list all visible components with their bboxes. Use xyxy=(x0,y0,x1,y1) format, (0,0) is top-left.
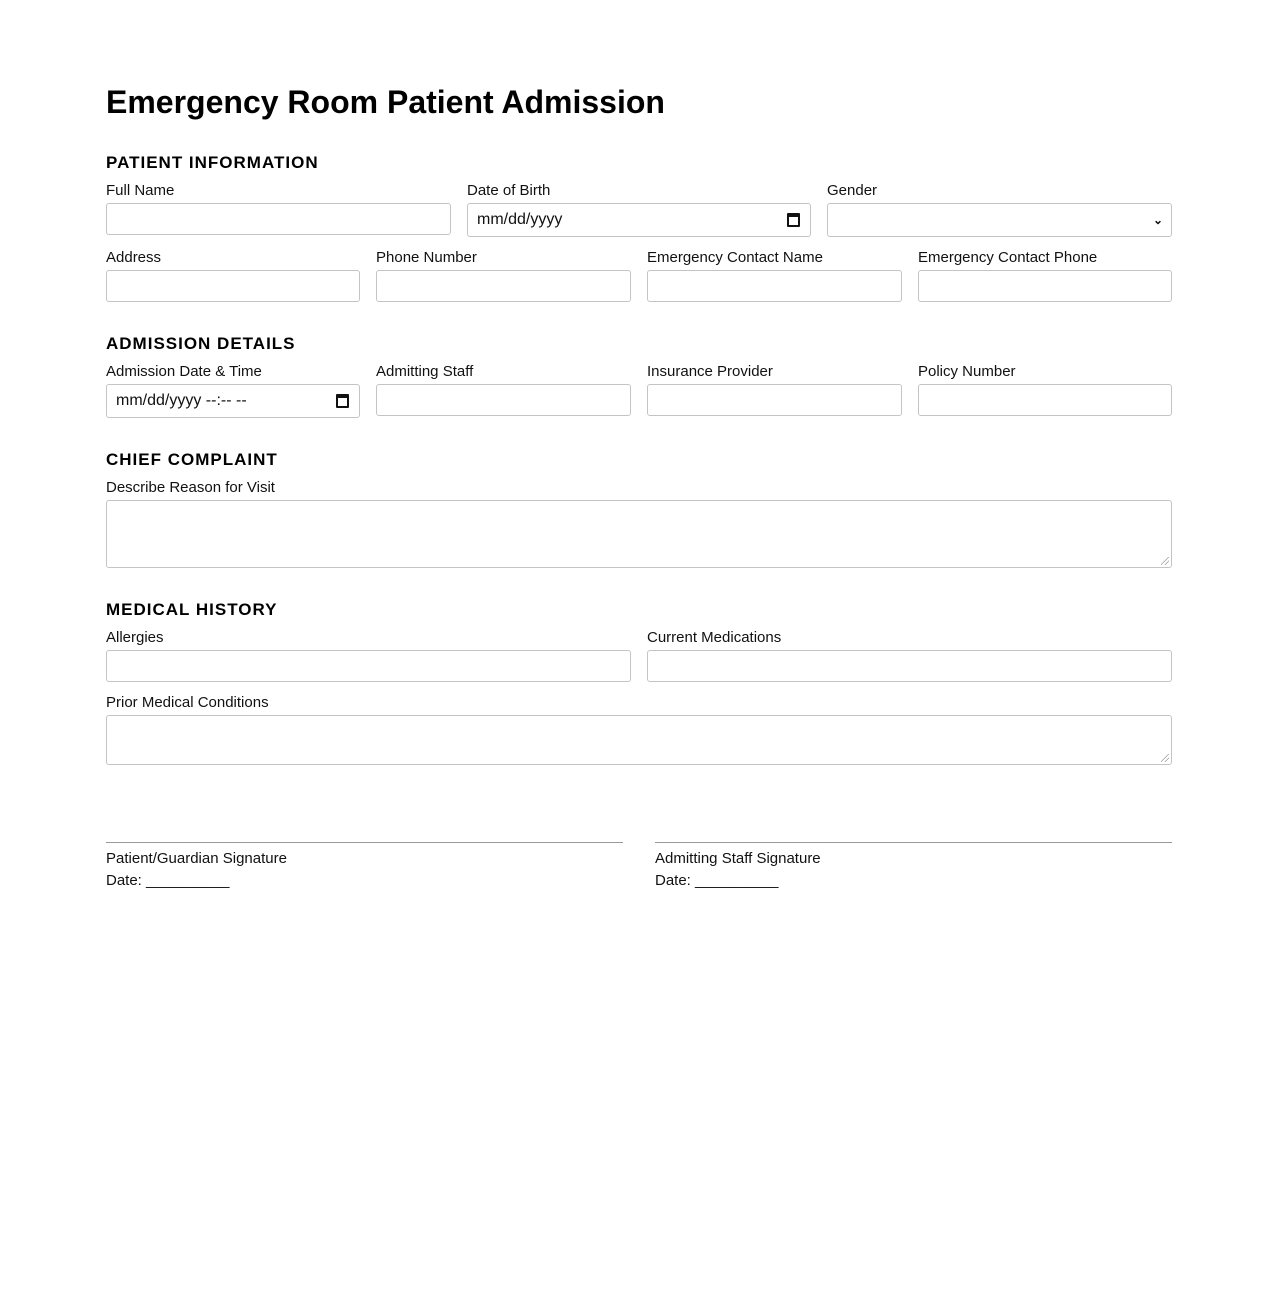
patient-signature-date: Date: __________ xyxy=(106,872,230,889)
reason-field xyxy=(106,480,1172,568)
patient-signature-label: Patient/Guardian Signature xyxy=(106,850,287,867)
policy-input[interactable] xyxy=(918,384,1172,416)
calendar-icon[interactable] xyxy=(787,213,800,227)
dob-label: Date of Birth xyxy=(467,182,551,199)
resize-grip-icon[interactable] xyxy=(1161,754,1169,762)
signature-line xyxy=(655,842,1172,843)
dob-input[interactable] xyxy=(467,203,811,237)
dob-placeholder: mm/dd/yyyy xyxy=(477,211,563,228)
allergies-label: Allergies xyxy=(106,629,164,646)
full-name-field xyxy=(106,183,451,235)
conditions-field xyxy=(106,695,1172,765)
dob-field xyxy=(467,183,811,237)
staff-input[interactable] xyxy=(376,384,631,416)
staff-signature-date: Date: __________ xyxy=(655,872,779,889)
staff-signature-block xyxy=(655,842,1172,889)
full-name-input[interactable] xyxy=(106,203,451,235)
staff-signature-label: Admitting Staff Signature xyxy=(655,850,821,867)
staff-field xyxy=(376,364,631,416)
chevron-down-icon: ⌄ xyxy=(1152,213,1163,227)
ec-name-input[interactable] xyxy=(647,270,902,302)
medications-field xyxy=(647,630,1172,682)
policy-field xyxy=(918,364,1172,416)
reason-label: Describe Reason for Visit xyxy=(106,479,275,496)
patient-signature-block xyxy=(106,842,623,889)
ec-name-label: Emergency Contact Name xyxy=(647,249,823,266)
policy-label: Policy Number xyxy=(918,363,1016,380)
insurance-input[interactable] xyxy=(647,384,902,416)
gender-label: Gender xyxy=(827,182,878,199)
resize-grip-icon[interactable] xyxy=(1161,557,1169,565)
insurance-field xyxy=(647,364,902,416)
section-admission-details: ADMISSION DETAILS xyxy=(106,334,296,353)
gender-select[interactable] xyxy=(827,203,1172,237)
full-name-label: Full Name xyxy=(106,182,175,199)
gender-field xyxy=(827,183,1172,237)
medications-label: Current Medications xyxy=(647,629,782,646)
section-medical-history: MEDICAL HISTORY xyxy=(106,600,278,619)
calendar-icon[interactable] xyxy=(336,394,349,408)
section-patient-information: PATIENT INFORMATION xyxy=(106,153,319,172)
conditions-textarea[interactable] xyxy=(106,715,1172,765)
ec-phone-label: Emergency Contact Phone xyxy=(918,249,1098,266)
phone-field xyxy=(376,250,631,302)
address-label: Address xyxy=(106,249,162,266)
insurance-label: Insurance Provider xyxy=(647,363,773,380)
address-input[interactable] xyxy=(106,270,360,302)
phone-input[interactable] xyxy=(376,270,631,302)
admission-datetime-placeholder: mm/dd/yyyy --:-- -- xyxy=(116,392,247,409)
signature-line xyxy=(106,842,623,843)
phone-label: Phone Number xyxy=(376,249,477,266)
admission-datetime-input[interactable] xyxy=(106,384,360,418)
reason-textarea[interactable] xyxy=(106,500,1172,568)
admission-datetime-label: Admission Date & Time xyxy=(106,363,262,380)
address-field xyxy=(106,250,360,302)
ec-phone-input[interactable] xyxy=(918,270,1172,302)
conditions-label: Prior Medical Conditions xyxy=(106,694,269,711)
page-title: Emergency Room Patient Admission xyxy=(106,84,665,120)
ec-name-field xyxy=(647,250,902,302)
allergies-input[interactable] xyxy=(106,650,631,682)
allergies-field xyxy=(106,630,631,682)
staff-label: Admitting Staff xyxy=(376,363,474,380)
ec-phone-field xyxy=(918,250,1172,302)
section-chief-complaint: CHIEF COMPLAINT xyxy=(106,450,278,469)
medications-input[interactable] xyxy=(647,650,1172,682)
admission-datetime-field xyxy=(106,364,360,418)
